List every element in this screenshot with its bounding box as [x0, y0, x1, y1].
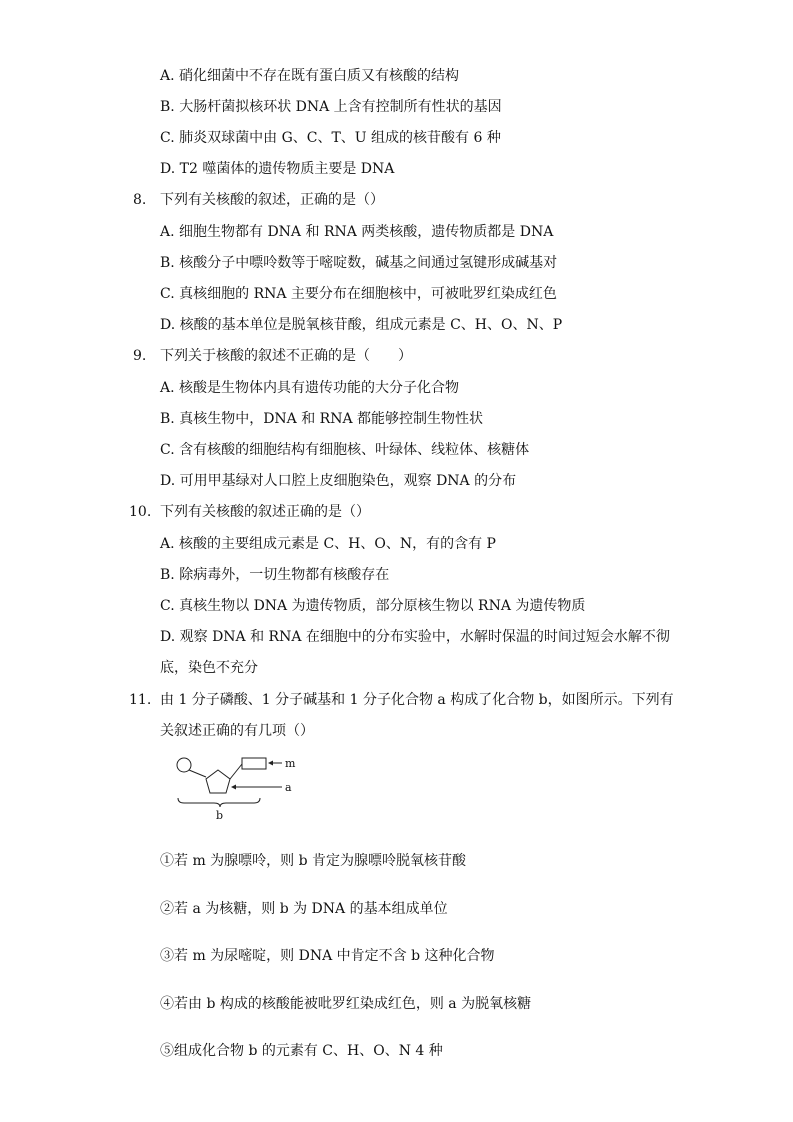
- q11-stem-line1: 由 1 分子磷酸、1 分子碱基和 1 分子化合物 a 构成了化合物 b，如图所示。下列有: [160, 692, 674, 708]
- q9-option-b: B. 真核生物中，DNA 和 RNA 都能够控制生物性状: [160, 411, 484, 427]
- q7-option-d: D. T2 噬菌体的遗传物质主要是 DNA: [160, 161, 395, 177]
- q8-number: 8.: [133, 192, 147, 208]
- phosphate-bond: [189, 770, 206, 777]
- q10-stem: 下列有关核酸的叙述正确的是（）: [160, 504, 370, 520]
- q7-option-a: A. 硝化细菌中不存在既有蛋白质又有核酸的结构: [160, 68, 460, 84]
- brace-b: [178, 798, 260, 807]
- q11-statement-2: ②若 a 为核糖，则 b 为 DNA 的基本组成单位: [160, 901, 448, 917]
- q11-stem-line2: 关叙述正确的有几项（）: [160, 723, 314, 739]
- base-rectangle: [242, 758, 266, 769]
- q8-option-b: B. 核酸分子中嘌呤数等于嘧啶数，碱基之间通过氢键形成碱基对: [160, 255, 558, 271]
- arrow-a-head: [231, 785, 236, 790]
- nucleotide-diagram: [170, 752, 320, 822]
- base-bond: [230, 764, 242, 779]
- q10-number: 10.: [129, 504, 152, 520]
- q10-option-d-continued: 底，染色不充分: [160, 660, 258, 676]
- q9-number: 9.: [133, 348, 147, 364]
- q11-statement-4: ④若由 b 构成的核酸能被吡罗红染成红色，则 a 为脱氧核糖: [160, 996, 532, 1012]
- label-m: m: [285, 757, 296, 770]
- q10-option-b: B. 除病毒外，一切生物都有核酸存在: [160, 567, 390, 583]
- q11-statement-5: ⑤组成化合物 b 的元素有 C、H、O、N 4 种: [160, 1043, 443, 1059]
- q10-option-a: A. 核酸的主要组成元素是 C、H、O、N，有的含有 P: [160, 536, 496, 552]
- q9-option-c: C. 含有核酸的细胞结构有细胞核、叶绿体、线粒体、核糖体: [160, 442, 530, 458]
- q11-statement-1: ①若 m 为腺嘌呤，则 b 肯定为腺嘌呤脱氧核苷酸: [160, 853, 467, 869]
- q8-option-c: C. 真核细胞的 RNA 主要分布在细胞核中，可被吡罗红染成红色: [160, 286, 557, 302]
- sugar-pentagon: [206, 770, 230, 793]
- arrow-m-head: [268, 761, 273, 766]
- q9-option-a: A. 核酸是生物体内具有遗传功能的大分子化合物: [160, 380, 460, 396]
- nucleotide-svg: [170, 752, 320, 822]
- q8-option-a: A. 细胞生物都有 DNA 和 RNA 两类核酸，遗传物质都是 DNA: [160, 224, 554, 240]
- q11-statement-3: ③若 m 为尿嘧啶，则 DNA 中肯定不含 b 这种化合物: [160, 948, 495, 964]
- q8-stem: 下列有关核酸的叙述，正确的是（）: [160, 192, 384, 208]
- q11-number: 11.: [129, 692, 152, 708]
- label-b: b: [216, 809, 224, 822]
- q7-option-c: C. 肺炎双球菌中由 G、C、T、U 组成的核苷酸有 6 种: [160, 130, 501, 146]
- q9-stem: 下列关于核酸的叙述不正确的是（ ）: [160, 348, 412, 364]
- q9-option-d: D. 可用甲基绿对人口腔上皮细胞染色，观察 DNA 的分布: [160, 473, 517, 489]
- q10-option-c: C. 真核生物以 DNA 为遗传物质，部分原核生物以 RNA 为遗传物质: [160, 598, 586, 614]
- q8-option-d: D. 核酸的基本单位是脱氧核苷酸，组成元素是 C、H、O、N、P: [160, 317, 563, 333]
- q10-option-d: D. 观察 DNA 和 RNA 在细胞中的分布实验中，水解时保温的时间过短会水解不彻: [160, 629, 670, 645]
- q7-option-b: B. 大肠杆菌拟核环状 DNA 上含有控制所有性状的基因: [160, 99, 502, 115]
- label-a: a: [285, 781, 292, 794]
- phosphate-circle: [177, 758, 191, 772]
